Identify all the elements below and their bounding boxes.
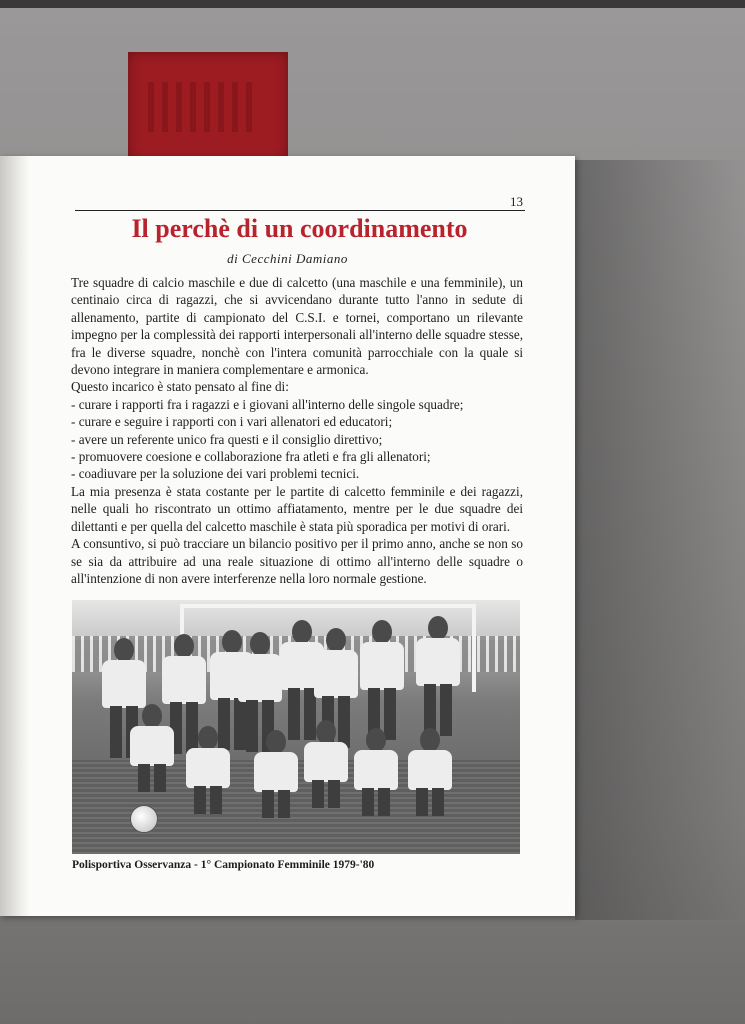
goal-item: - promuovere coesione e collaborazione fra atleti e fra gli allenatori; — [71, 448, 523, 465]
kneeling-player — [128, 704, 176, 794]
goal-item: - avere un referente unico fra questi e il consiglio direttivo; — [71, 431, 523, 448]
article-byline: di Cecchini Damiano — [227, 251, 348, 266]
bookmark-texture — [148, 82, 258, 132]
goal-item: - curare i rapporti fra i ragazzi e i giovani all'interno delle singole squadre; — [71, 396, 523, 413]
intro-paragraph: Tre squadre di calcio maschile e due di calcetto (una maschile e una femminile), un centinaio circa di ragazzi, che si avvicendano durante tutto l'anno in sedute di allenamento, partite di campionato del C.S.I. e tornei, comportano un rilevante impegno per la complessità dei rapporti interpersonali all'interno delle squadre stesse, fra le diverse squadre, nonchè con l'intera comunità parrocchiale con la quale si devono integrare in maniera complementare e armonica. — [71, 275, 523, 378]
page-shadow — [575, 160, 745, 920]
goal-item: - curare e seguire i rapporti con i vari allenatori ed educatori; — [71, 413, 523, 430]
booklet-page — [0, 156, 575, 916]
kneeling-player — [184, 726, 232, 816]
header-rule — [75, 210, 525, 211]
article-title: Il perchè di un coordinamento — [131, 214, 468, 243]
purpose-paragraph: Questo incarico è stato pensato al fine di: — [71, 379, 289, 395]
team-photo — [72, 600, 520, 854]
scanner-edge — [0, 0, 745, 8]
kneeling-player — [252, 730, 300, 820]
red-bookmark — [128, 52, 288, 172]
soccer-ball — [130, 805, 158, 833]
kneeling-player — [406, 728, 454, 818]
photo-caption: Polisportiva Osservanza - 1° Campionato Femminile 1979-'80 — [72, 859, 375, 871]
standing-player — [414, 616, 462, 736]
standing-player — [358, 620, 406, 740]
presence-paragraph: La mia presenza è stata costante per le partite di calcetto femminile e dei ragazzi, nelle quali ho riscontrato un ottimo affiatamento, mentre per le due squadre dei dilettanti e per quella del calcetto maschile è stata più sporadica per motivi di orari. — [71, 483, 523, 534]
page-binding — [0, 156, 30, 916]
kneeling-player — [352, 728, 400, 818]
goals-list — [71, 396, 523, 483]
kneeling-player — [302, 720, 350, 810]
article-body — [71, 274, 523, 587]
page-number: 13 — [510, 194, 523, 209]
goal-item: - coadiuvare per la soluzione dei vari problemi tecnici. — [71, 465, 523, 482]
conclusion-paragraph: A consuntivo, si può tracciare un bilancio positivo per il primo anno, anche se non so se sia da attribuire ad una reale situazione di ottimo all'interno delle squadre o all'intenzione di non avere interferenze nella loro normale gestione. — [71, 536, 523, 586]
